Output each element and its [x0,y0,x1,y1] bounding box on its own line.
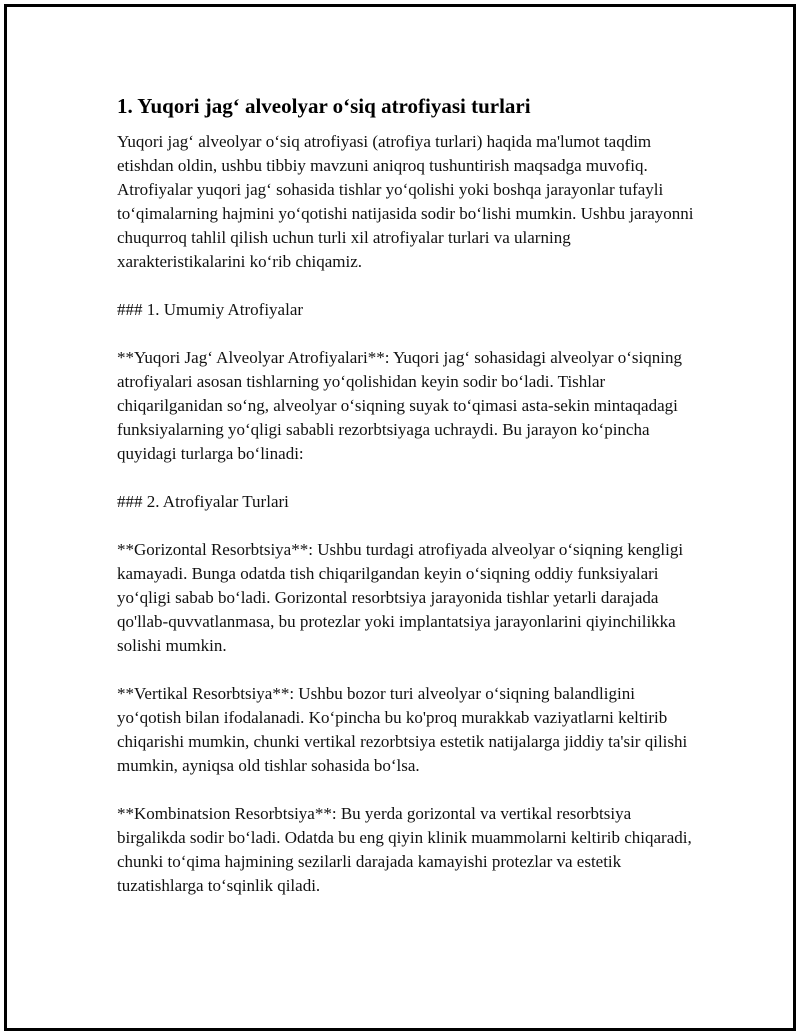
paragraph-combined-resorption: **Kombinatsion Resorbtsiya**: Bu yerda gorizontal va vertikal resorbtsiya birgalikda sodir bo‘ladi. Odatda bu eng qiyin klinik muammolarni keltirib chiqaradi, chunki to‘qima hajmining sezilarli darajada kamayishi protezlar va estetik tuzatishlarga to‘sqinlik qiladi. [117,804,692,895]
paragraph-horizontal-resorption: **Gorizontal Resorbtsiya**: Ushbu turdagi atrofiyada alveolyar o‘siqning kengligi kamayadi. Bunga odatda tish chiqarilgandan keyin o‘siqning oddiy funksiyalari yo‘qligi sabab bo‘ladi. Gorizontal resorbtsiya jarayonida tishlar yetarli darajada qo'llab-quvvatlanmasa, bu protezlar yoki implantatsiya jarayonlarini qiyinchilikka solishi mumkin. [117,540,684,655]
document-title: 1. Yuqori jag‘ alveolyar o‘siq atrofiyasi turlari [117,94,531,118]
paragraph-general-atrophy: **Yuqori Jag‘ Alveolyar Atrofiyalari**: Yuqori jag‘ sohasidagi alveolyar o‘siqning atrofiyalari asosan tishlarning yo‘qolishidan keyin sodir bo‘ladi. Tishlar chiqarilganidan so‘ng, alveolyar o‘siqning suyak to‘qimasi asta-sekin mintaqadagi funksiyalarning yo‘qligi sababli rezorbtsiyaga uchraydi. Bu jarayon ko‘pincha quyidagi turlarga bo‘linadi: [117,348,682,463]
paragraph-vertical-resorption: **Vertikal Resorbtsiya**: Ushbu bozor turi alveolyar o‘siqning balandligini yo‘qotish bilan ifodalanadi. Ko‘pincha bu ko'proq murakkab vaziyatlarni keltirib chiqarishi mumkin, chunki vertikal rezorbtsiya estetik natijalarga jiddiy ta'sir qilishi mumkin, ayniqsa old tishlar sohasida bo‘lsa. [117,684,688,775]
section-heading-general: ### 1. Umumiy Atrofiyalar [117,300,304,319]
section-heading-types: ### 2. Atrofiyalar Turlari [117,492,289,511]
document-body [117,92,697,898]
paragraph-intro: Yuqori jag‘ alveolyar o‘siq atrofiyasi (atrofiya turlari) haqida ma'lumot taqdim etishdan oldin, ushbu tibbiy mavzuni aniqroq tushuntirish maqsadga muvofiq. Atrofiyalar yuqori jag‘ sohasida tishlar yo‘qolishi yoki boshqa jarayonlar tufayli to‘qimalarning hajmini yo‘qotishi natijasida sodir bo‘lishi mumkin. Ushbu jarayonni chuqurroq tahlil qilish uchun turli xil atrofiyalar turlari va ularning xarakteristikalarini ko‘rib chiqamiz. [117,132,694,271]
